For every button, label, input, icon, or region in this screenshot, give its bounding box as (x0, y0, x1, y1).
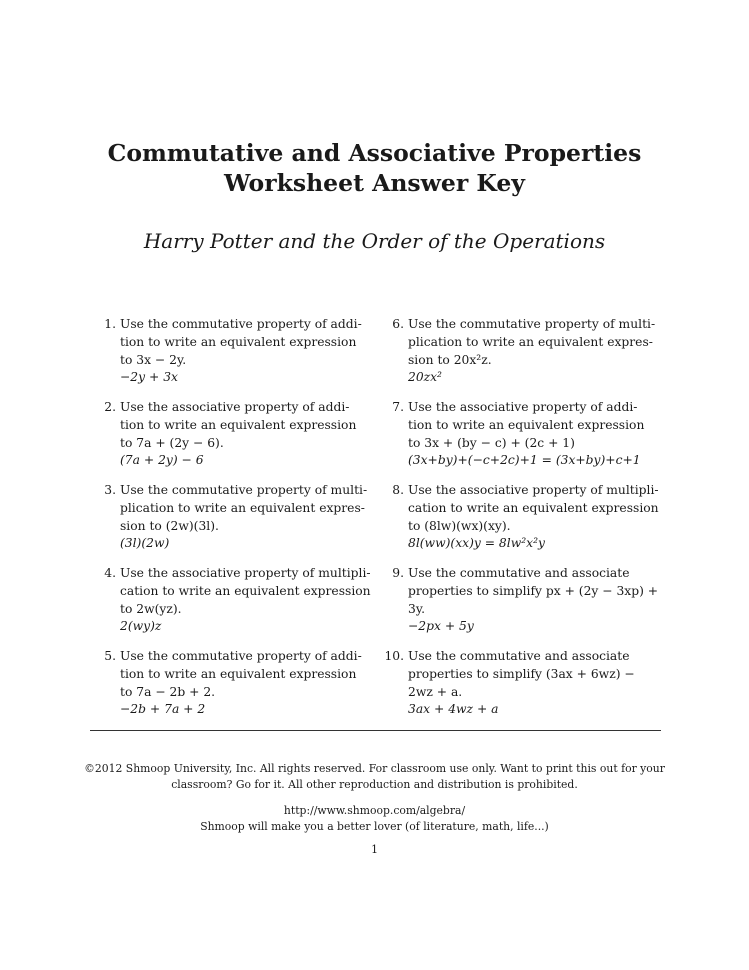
question-text-line: to 7a + (2y − 6). (120, 435, 224, 450)
question-text-line: to 2w(yz). (120, 601, 182, 616)
question-text-line: to 3x − 2y. (120, 352, 187, 367)
question-item (90, 648, 380, 731)
question-text-line: plication to write an equivalent expres- (120, 500, 365, 515)
question-text-line: Use the commutative and associate (408, 566, 630, 580)
questions-right-column (378, 316, 668, 731)
question-text-line: to (8lw)(wx)(xy). (408, 518, 511, 533)
question-text-line: plication to write an equivalent expres- (408, 334, 653, 349)
question-text-line: properties to simplify (3ax + 6wz) − (408, 666, 635, 681)
questions-left-column (90, 316, 380, 731)
question-number: 8. (392, 483, 404, 497)
question-text-line: tion to write an equivalent expression (120, 666, 357, 681)
question-number: 10. (384, 649, 404, 663)
question-number: 7. (392, 400, 404, 414)
question-text-line: cation to write an equivalent expression (120, 583, 371, 598)
question-number: 5. (104, 649, 116, 663)
question-number: 4. (104, 566, 116, 580)
title-line-2: Worksheet Answer Key (224, 169, 525, 197)
question-item (378, 482, 668, 565)
question-text-line: Use the associative property of addi- (120, 400, 350, 414)
footer-divider (90, 730, 661, 731)
question-text-line: Use the commutative and associate (408, 649, 630, 663)
question-item (90, 482, 380, 565)
question-text-line: to 3x + (by − c) + (2c + 1) (408, 435, 575, 450)
question-item (90, 316, 380, 399)
answer: 8l(ww)(xx)y = 8lw²x²y (408, 536, 545, 551)
question-number: 6. (392, 317, 404, 331)
question-text-line: to 7a − 2b + 2. (120, 684, 216, 699)
page-subtitle: Harry Potter and the Order of the Operations (143, 229, 606, 253)
copyright-line-1: ©2012 Shmoop University, Inc. All rights reserved. For classroom use only. Want to print this out for your (84, 762, 665, 775)
footer-links (60, 803, 689, 835)
question-text-line: 3y. (408, 601, 426, 616)
question-item (378, 399, 668, 482)
answer: (7a + 2y) − 6 (120, 453, 204, 468)
question-text-line: 2wz + a. (408, 684, 463, 699)
question-text-line: Use the associative property of addi- (408, 400, 638, 414)
question-item (90, 565, 380, 648)
answer: (3l)(2w) (120, 536, 170, 551)
question-number: 9. (392, 566, 404, 580)
page-title (0, 138, 749, 198)
question-text-line: sion to 20x²z. (408, 352, 492, 367)
answer: 2(wy)z (120, 619, 162, 634)
question-text-line: Use the commutative property of multi- (408, 317, 656, 331)
question-item (90, 399, 380, 482)
question-number: 2. (104, 400, 116, 414)
question-number: 3. (104, 483, 116, 497)
question-text-line: Use the commutative property of addi- (120, 317, 362, 331)
answer: −2px + 5y (408, 619, 474, 634)
question-text-line: tion to write an equivalent expression (120, 417, 357, 432)
answer: 20zx² (408, 370, 442, 385)
answer: (3x+by)+(−c+2c)+1 = (3x+by)+c+1 (408, 453, 641, 468)
answer: 3ax + 4wz + a (408, 702, 499, 717)
question-text-line: sion to (2w)(3l). (120, 518, 219, 533)
question-number: 1. (104, 317, 116, 331)
title-line-1: Commutative and Associative Properties (107, 139, 642, 167)
question-text-line: tion to write an equivalent expression (408, 417, 645, 432)
question-text-line: tion to write an equivalent expression (120, 334, 357, 349)
page-number: 1 (371, 843, 378, 856)
question-text-line: Use the associative property of multipli- (408, 483, 659, 497)
question-text-line: Use the commutative property of multi- (120, 483, 368, 497)
copyright-line-2: classroom? Go for it. All other reproduction and distribution is prohibited. (171, 778, 578, 791)
question-item (378, 565, 668, 648)
copyright-notice (60, 761, 689, 793)
question-text-line: properties to simplify px + (2y − 3xp) + (408, 583, 659, 598)
question-text-line: Use the commutative property of addi- (120, 649, 362, 663)
question-text-line: cation to write an equivalent expression (408, 500, 659, 515)
question-item (378, 648, 668, 731)
answer: −2y + 3x (120, 370, 178, 385)
question-item (378, 316, 668, 399)
footer-url[interactable]: http://www.shmoop.com/algebra/ (283, 804, 466, 817)
question-text-line: Use the associative property of multipli- (120, 566, 371, 580)
footer-tagline: Shmoop will make you a better lover (of literature, math, life...) (200, 820, 549, 833)
answer: −2b + 7a + 2 (120, 702, 206, 717)
